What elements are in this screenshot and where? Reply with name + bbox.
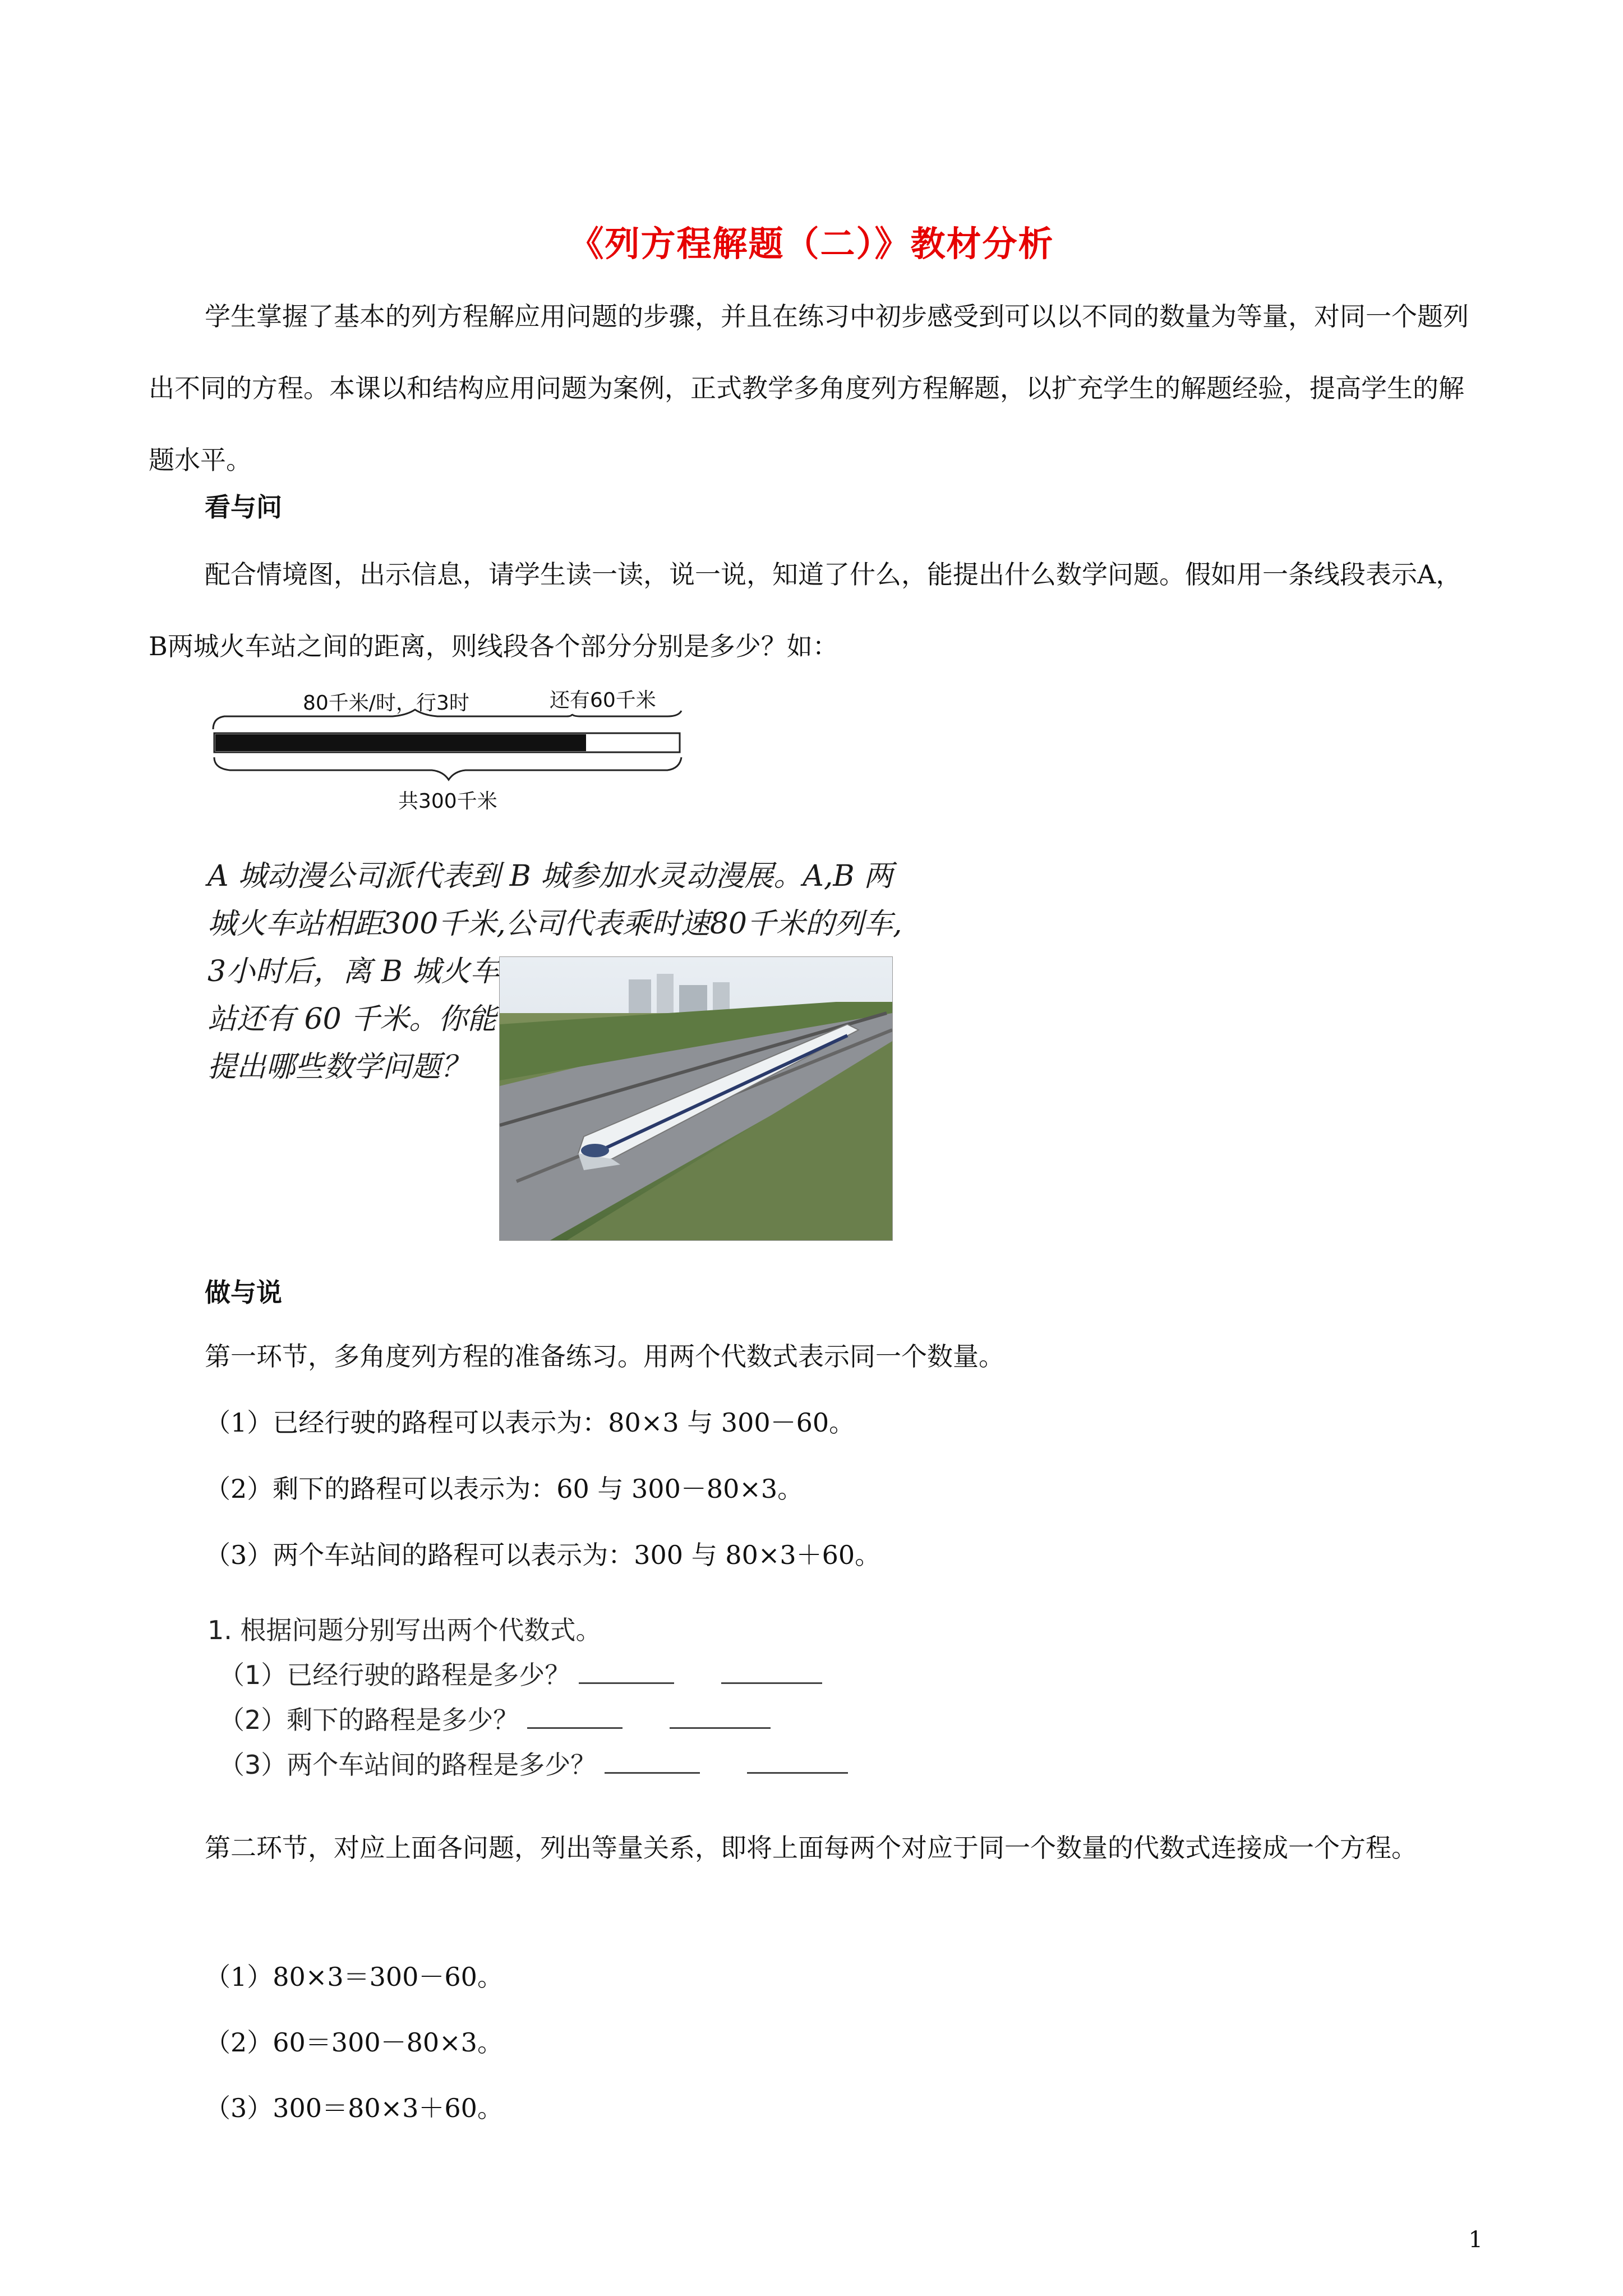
step1-item: （3）两个车站间的路程可以表示为：300 与 80×3＋60。 xyxy=(205,1540,881,1570)
answer-blank[interactable] xyxy=(579,1682,674,1684)
brace-top-right xyxy=(572,711,681,716)
document-title: 《列方程解题（二）》教材分析 xyxy=(569,223,1054,264)
equation-item: （3）300＝80×3＋60。 xyxy=(205,2093,503,2123)
intro-paragraph xyxy=(149,280,1472,496)
question-text: （3）两个车站间的路程是多少？ xyxy=(219,1750,597,1780)
brace-top-left xyxy=(213,710,572,729)
section-heading-do-say: 做与说 xyxy=(205,1277,282,1308)
figure-line: 提出哪些数学问题？ xyxy=(208,1050,471,1084)
exercise-question-1 xyxy=(219,1655,822,1692)
figure-line: A 城动漫公司派代表到 B 城参加水灵动漫展。A,B 两 xyxy=(208,859,893,893)
segment-diagram xyxy=(208,687,690,827)
brace-bottom xyxy=(214,757,681,780)
exercise-box xyxy=(208,1604,880,1784)
train-illustration xyxy=(500,957,892,1240)
segment-fill-travelled xyxy=(215,734,586,751)
exercise-title: 1. 根据问题分别写出两个代数式。 xyxy=(208,1615,602,1645)
step2-text: 第二环节，对应上面各问题，列出等量关系，即将上面每两个对应于同一个数量的代数式连接成一个方程。 xyxy=(205,1833,1417,1863)
figure-line: 3小时后，离 B 城火车 xyxy=(208,955,500,988)
exercise-question-3 xyxy=(219,1745,848,1782)
segment-label-remaining: 还有60千米 xyxy=(550,689,656,712)
segment-label-travelled: 80千米/时，行3时 xyxy=(303,692,469,715)
answer-blank[interactable] xyxy=(605,1772,700,1774)
section-heading-look-ask: 看与问 xyxy=(205,492,282,522)
answer-blank[interactable] xyxy=(747,1772,848,1774)
figure-line: 城火车站相距300千米,公司代表乘时速80千米的列车, xyxy=(208,907,902,941)
equation-item: （2）60＝300－80×3。 xyxy=(205,2027,503,2058)
page-number: 1 xyxy=(1468,2227,1483,2253)
exercise-question-2 xyxy=(219,1700,771,1737)
question-text: （1）已经行驶的路程是多少？ xyxy=(219,1660,571,1690)
answer-blank[interactable] xyxy=(527,1727,623,1729)
step1-text: 第一环节，多角度列方程的准备练习。用两个代数式表示同一个数量。 xyxy=(205,1341,1004,1372)
figure-line: 站还有 60 千米。你能 xyxy=(208,1002,497,1036)
segment-label-total: 共300千米 xyxy=(398,790,497,813)
equation-item: （1）80×3＝300－60。 xyxy=(205,1962,503,1992)
look-ask-text: 配合情境图，出示信息，请学生读一读，说一说，知道了什么，能提出什么数学问题。假如用一条线段表示A，B两城火车站之间的距离，则线段各个部分分别是多少？如： xyxy=(149,559,1462,661)
answer-blank[interactable] xyxy=(670,1727,771,1729)
maglev-train-photo xyxy=(499,956,893,1241)
answer-blank[interactable] xyxy=(721,1682,822,1684)
step1-item: （1）已经行驶的路程可以表示为：80×3 与 300－60。 xyxy=(205,1407,855,1438)
step1-item: （2）剩下的路程可以表示为：60 与 300－80×3。 xyxy=(205,1474,804,1504)
intro-text: 学生掌握了基本的列方程解应用问题的步骤，并且在练习中初步感受到可以以不同的数量为等量，对同一个题列出不同的方程。本课以和结构应用问题为案例，正式教学多角度列方程解题，以扩充学生的解题经验，提高学生的解题水平。 xyxy=(149,301,1469,475)
question-text: （2）剩下的路程是多少？ xyxy=(219,1705,519,1735)
step2-paragraph xyxy=(149,1812,1472,1884)
look-ask-paragraph xyxy=(149,539,1472,682)
